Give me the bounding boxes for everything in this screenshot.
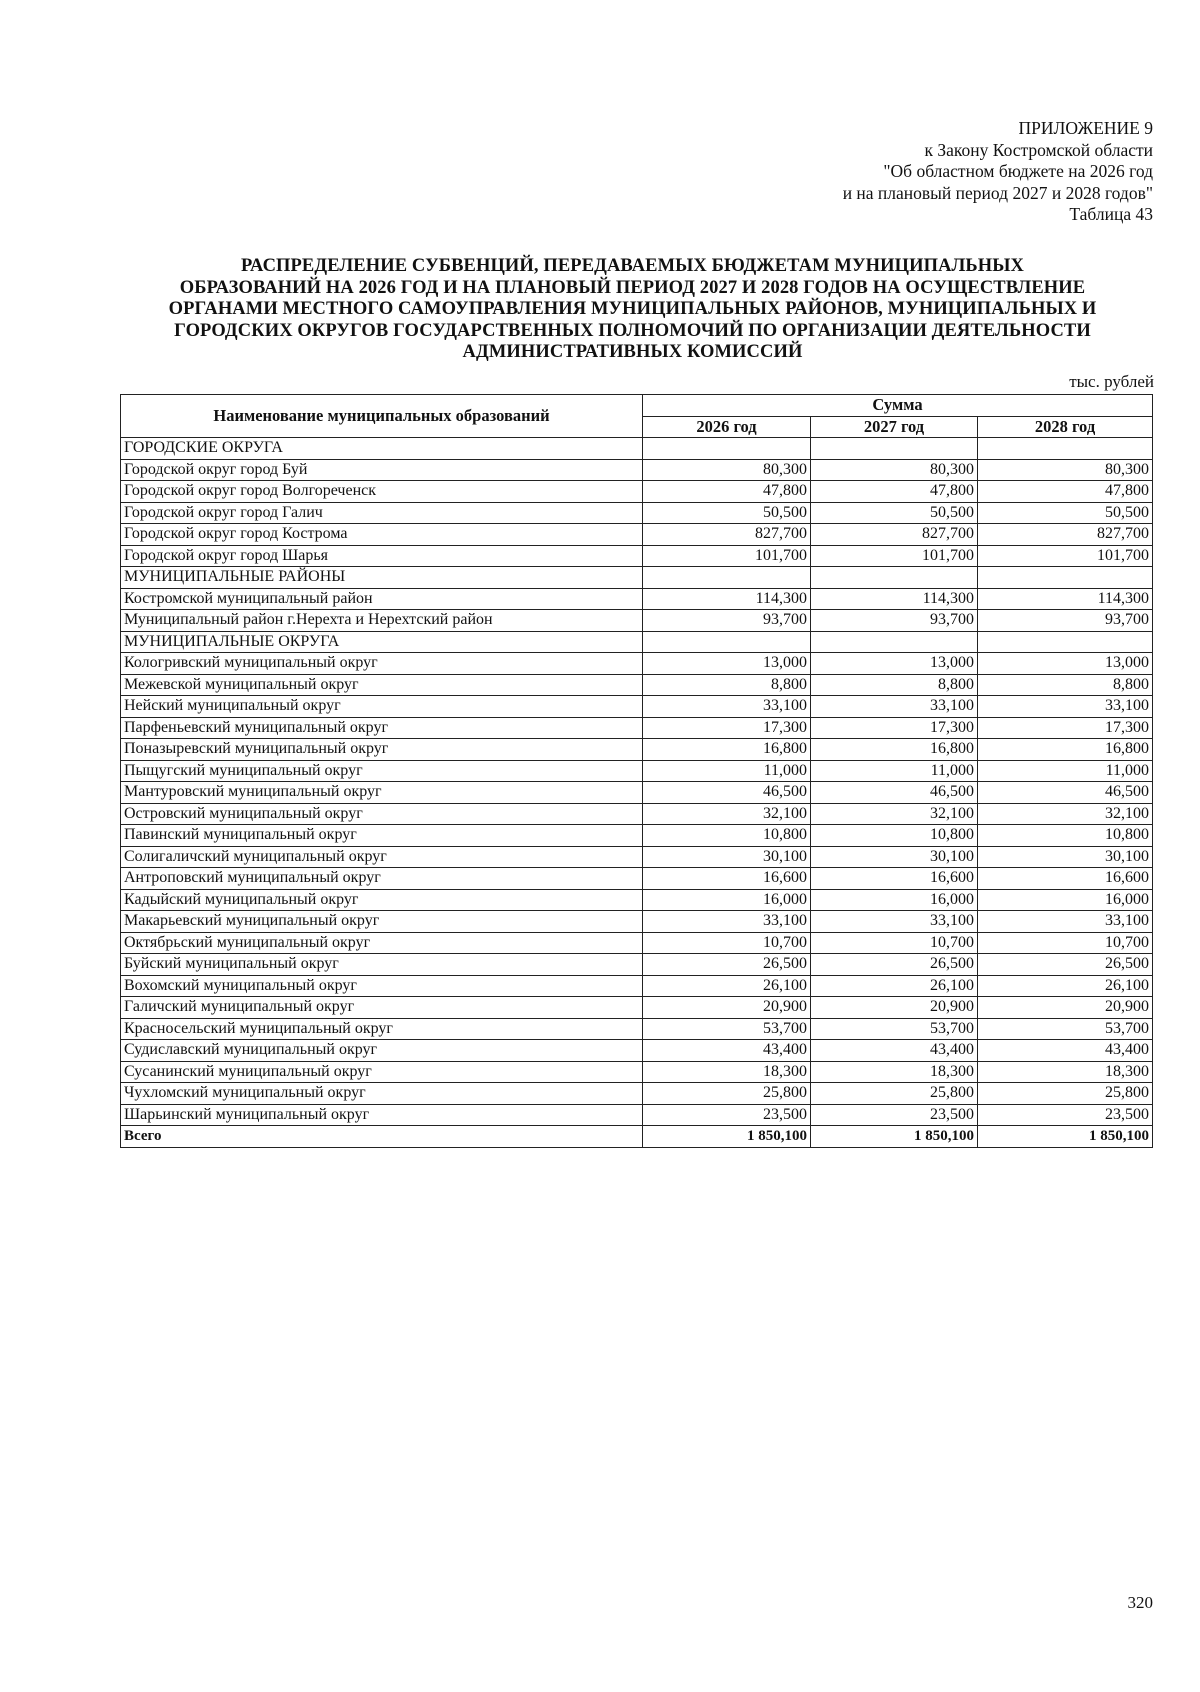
subvention-table bbox=[120, 394, 1153, 1148]
total-value-2026: 1 850,100 bbox=[643, 1126, 811, 1148]
row-value-2026: 30,100 bbox=[643, 846, 811, 868]
row-value-2026: 32,100 bbox=[643, 803, 811, 825]
table-row bbox=[121, 502, 1153, 524]
row-value-2027: 46,500 bbox=[811, 782, 978, 804]
law-reference-line3: и на плановый период 2027 и 2028 годов" bbox=[842, 182, 1153, 203]
row-value-2027: 43,400 bbox=[811, 1040, 978, 1062]
total-row bbox=[121, 1126, 1153, 1148]
row-value-2027: 30,100 bbox=[811, 846, 978, 868]
table-row bbox=[121, 975, 1153, 997]
row-value-2027: 10,800 bbox=[811, 825, 978, 847]
row-name: Городской округ город Галич bbox=[121, 502, 643, 524]
row-value-2028: 11,000 bbox=[978, 760, 1153, 782]
row-value-2028: 16,600 bbox=[978, 868, 1153, 890]
row-name: Сусанинский муниципальный округ bbox=[121, 1061, 643, 1083]
row-value-2027: 8,800 bbox=[811, 674, 978, 696]
row-name: МУНИЦИПАЛЬНЫЕ ОКРУГА bbox=[121, 631, 643, 653]
row-value-2026: 47,800 bbox=[643, 481, 811, 503]
table-row bbox=[121, 954, 1153, 976]
row-name: Поназыревский муниципальный округ bbox=[121, 739, 643, 761]
row-value-2028: 114,300 bbox=[978, 588, 1153, 610]
row-name: Пыщугский муниципальный округ bbox=[121, 760, 643, 782]
title-line2: ОБРАЗОВАНИЙ НА 2026 ГОД И НА ПЛАНОВЫЙ ПЕРИОД 2027 И 2028 ГОДОВ НА ОСУЩЕСТВЛЕНИЕ bbox=[179, 277, 1086, 298]
table-row bbox=[121, 653, 1153, 675]
total-value-2027: 1 850,100 bbox=[811, 1126, 978, 1148]
row-name: МУНИЦИПАЛЬНЫЕ РАЙОНЫ bbox=[121, 567, 643, 589]
row-value-2026: 16,800 bbox=[643, 739, 811, 761]
row-value-2028: 33,100 bbox=[978, 911, 1153, 933]
row-name: Городской округ город Шарья bbox=[121, 545, 643, 567]
row-value-2027: 53,700 bbox=[811, 1018, 978, 1040]
table-row bbox=[121, 1018, 1153, 1040]
row-value-2027 bbox=[811, 438, 978, 460]
table-row bbox=[121, 567, 1153, 589]
row-value-2028: 25,800 bbox=[978, 1083, 1153, 1105]
column-header-2028: 2028 год bbox=[978, 416, 1153, 438]
column-header-2026: 2026 год bbox=[643, 416, 811, 438]
table-row bbox=[121, 696, 1153, 718]
row-value-2026: 26,100 bbox=[643, 975, 811, 997]
row-value-2026: 8,800 bbox=[643, 674, 811, 696]
row-value-2027: 23,500 bbox=[811, 1104, 978, 1126]
row-value-2028 bbox=[978, 631, 1153, 653]
row-name: Городской округ город Буй bbox=[121, 459, 643, 481]
row-value-2028: 32,100 bbox=[978, 803, 1153, 825]
row-value-2027: 93,700 bbox=[811, 610, 978, 632]
row-name: Межевской муниципальный округ bbox=[121, 674, 643, 696]
row-value-2027: 47,800 bbox=[811, 481, 978, 503]
column-header-2027: 2027 год bbox=[811, 416, 978, 438]
row-value-2027: 114,300 bbox=[811, 588, 978, 610]
row-value-2028: 80,300 bbox=[978, 459, 1153, 481]
row-value-2027: 13,000 bbox=[811, 653, 978, 675]
row-name: Костромской муниципальный район bbox=[121, 588, 643, 610]
table-row bbox=[121, 1083, 1153, 1105]
row-name: Солигаличский муниципальный округ bbox=[121, 846, 643, 868]
row-value-2028: 16,000 bbox=[978, 889, 1153, 911]
row-value-2028: 23,500 bbox=[978, 1104, 1153, 1126]
row-value-2027: 20,900 bbox=[811, 997, 978, 1019]
row-value-2026: 26,500 bbox=[643, 954, 811, 976]
page-number: 320 bbox=[1127, 1593, 1153, 1612]
unit-label: тыс. рублей bbox=[1069, 372, 1154, 391]
row-value-2027: 17,300 bbox=[811, 717, 978, 739]
row-value-2027: 101,700 bbox=[811, 545, 978, 567]
row-value-2028 bbox=[978, 567, 1153, 589]
row-value-2027: 80,300 bbox=[811, 459, 978, 481]
row-name: Макарьевский муниципальный округ bbox=[121, 911, 643, 933]
table-body bbox=[121, 438, 1153, 1148]
row-value-2028: 827,700 bbox=[978, 524, 1153, 546]
table-row bbox=[121, 889, 1153, 911]
row-value-2028: 17,300 bbox=[978, 717, 1153, 739]
table-row bbox=[121, 739, 1153, 761]
row-name: Городской округ город Волгореченск bbox=[121, 481, 643, 503]
document-header bbox=[843, 118, 1153, 226]
table-row bbox=[121, 932, 1153, 954]
row-name: Чухломский муниципальный округ bbox=[121, 1083, 643, 1105]
row-name: Нейский муниципальный округ bbox=[121, 696, 643, 718]
row-value-2026: 50,500 bbox=[643, 502, 811, 524]
row-value-2026: 13,000 bbox=[643, 653, 811, 675]
table-row bbox=[121, 1104, 1153, 1126]
law-reference-line2: "Об областном бюджете на 2026 год bbox=[883, 161, 1153, 181]
row-value-2028: 8,800 bbox=[978, 674, 1153, 696]
table-number: Таблица 43 bbox=[1069, 204, 1153, 224]
column-header-name: Наименование муниципальных образований bbox=[121, 395, 643, 438]
row-value-2027: 16,800 bbox=[811, 739, 978, 761]
title-line4: ГОРОДСКИХ ОКРУГОВ ГОСУДАРСТВЕННЫХ ПОЛНОМОЧИЙ ПО ОРГАНИЗАЦИИ ДЕЯТЕЛЬНОСТИ bbox=[174, 320, 1091, 341]
table-row bbox=[121, 825, 1153, 847]
column-header-sum: Сумма bbox=[643, 395, 1153, 417]
row-value-2028: 26,500 bbox=[978, 954, 1153, 976]
row-value-2027: 18,300 bbox=[811, 1061, 978, 1083]
row-value-2028: 43,400 bbox=[978, 1040, 1153, 1062]
row-value-2027: 26,100 bbox=[811, 975, 978, 997]
row-value-2026: 16,000 bbox=[643, 889, 811, 911]
row-value-2026 bbox=[643, 567, 811, 589]
row-value-2026: 93,700 bbox=[643, 610, 811, 632]
row-value-2027: 827,700 bbox=[811, 524, 978, 546]
row-name: Кологривский муниципальный округ bbox=[121, 653, 643, 675]
row-value-2026: 10,800 bbox=[643, 825, 811, 847]
row-value-2026: 25,800 bbox=[643, 1083, 811, 1105]
row-value-2026: 53,700 bbox=[643, 1018, 811, 1040]
row-name: Октябрьский муниципальный округ bbox=[121, 932, 643, 954]
row-value-2026: 827,700 bbox=[643, 524, 811, 546]
row-value-2027 bbox=[811, 631, 978, 653]
table-row bbox=[121, 803, 1153, 825]
row-value-2028: 46,500 bbox=[978, 782, 1153, 804]
table-row bbox=[121, 631, 1153, 653]
row-value-2027: 16,000 bbox=[811, 889, 978, 911]
total-value-2028: 1 850,100 bbox=[978, 1126, 1153, 1148]
title-line5: АДМИНИСТРАТИВНЫХ КОМИССИЙ bbox=[462, 342, 803, 362]
row-value-2026 bbox=[643, 631, 811, 653]
table-header-row bbox=[121, 395, 1153, 417]
row-value-2028: 33,100 bbox=[978, 696, 1153, 718]
row-value-2026: 10,700 bbox=[643, 932, 811, 954]
row-value-2028: 47,800 bbox=[978, 481, 1153, 503]
table-row bbox=[121, 481, 1153, 503]
table-row bbox=[121, 545, 1153, 567]
table-row bbox=[121, 459, 1153, 481]
row-value-2026: 23,500 bbox=[643, 1104, 811, 1126]
table-row bbox=[121, 782, 1153, 804]
row-value-2026: 114,300 bbox=[643, 588, 811, 610]
table-row bbox=[121, 717, 1153, 739]
total-label: Всего bbox=[121, 1126, 643, 1148]
row-value-2026: 11,000 bbox=[643, 760, 811, 782]
row-value-2027: 11,000 bbox=[811, 760, 978, 782]
table-row bbox=[121, 438, 1153, 460]
row-name: Павинский муниципальный округ bbox=[121, 825, 643, 847]
row-value-2028: 10,700 bbox=[978, 932, 1153, 954]
row-name: Судиславский муниципальный округ bbox=[121, 1040, 643, 1062]
table-row bbox=[121, 588, 1153, 610]
row-value-2028: 50,500 bbox=[978, 502, 1153, 524]
row-value-2027 bbox=[811, 567, 978, 589]
row-value-2026 bbox=[643, 438, 811, 460]
row-value-2027: 50,500 bbox=[811, 502, 978, 524]
table-row bbox=[121, 868, 1153, 890]
row-value-2026: 46,500 bbox=[643, 782, 811, 804]
row-value-2026: 18,300 bbox=[643, 1061, 811, 1083]
row-value-2027: 26,500 bbox=[811, 954, 978, 976]
table-row bbox=[121, 610, 1153, 632]
row-value-2028: 16,800 bbox=[978, 739, 1153, 761]
row-name: Городской округ город Кострома bbox=[121, 524, 643, 546]
row-value-2026: 80,300 bbox=[643, 459, 811, 481]
row-value-2026: 33,100 bbox=[643, 911, 811, 933]
row-name: Муниципальный район г.Нерехта и Нерехтский район bbox=[121, 610, 643, 632]
row-value-2027: 33,100 bbox=[811, 696, 978, 718]
document-title bbox=[110, 256, 1155, 364]
row-value-2028: 93,700 bbox=[978, 610, 1153, 632]
row-value-2027: 33,100 bbox=[811, 911, 978, 933]
table-row bbox=[121, 846, 1153, 868]
table-row bbox=[121, 674, 1153, 696]
table-row bbox=[121, 524, 1153, 546]
row-name: Вохомский муниципальный округ bbox=[121, 975, 643, 997]
table-row bbox=[121, 1061, 1153, 1083]
row-value-2028: 18,300 bbox=[978, 1061, 1153, 1083]
row-name: Парфеньевский муниципальный округ bbox=[121, 717, 643, 739]
table-row bbox=[121, 1040, 1153, 1062]
row-value-2026: 16,600 bbox=[643, 868, 811, 890]
table-row bbox=[121, 911, 1153, 933]
table-row bbox=[121, 997, 1153, 1019]
row-name: Шарьинский муниципальный округ bbox=[121, 1104, 643, 1126]
row-name: Островский муниципальный округ bbox=[121, 803, 643, 825]
row-value-2028: 13,000 bbox=[978, 653, 1153, 675]
row-value-2028: 20,900 bbox=[978, 997, 1153, 1019]
row-name: Галичский муниципальный округ bbox=[121, 997, 643, 1019]
row-value-2028: 26,100 bbox=[978, 975, 1153, 997]
row-value-2028: 53,700 bbox=[978, 1018, 1153, 1040]
table-row bbox=[121, 760, 1153, 782]
law-reference-line1: к Закону Костромской области bbox=[924, 139, 1153, 160]
row-name: Красносельский муниципальный округ bbox=[121, 1018, 643, 1040]
row-value-2027: 16,600 bbox=[811, 868, 978, 890]
row-name: Кадыйский муниципальный округ bbox=[121, 889, 643, 911]
row-value-2026: 43,400 bbox=[643, 1040, 811, 1062]
row-name: ГОРОДСКИЕ ОКРУГА bbox=[121, 438, 643, 460]
row-name: Антроповский муниципальный округ bbox=[121, 868, 643, 890]
row-value-2026: 17,300 bbox=[643, 717, 811, 739]
row-value-2027: 10,700 bbox=[811, 932, 978, 954]
row-name: Буйский муниципальный округ bbox=[121, 954, 643, 976]
row-name: Мантуровский муниципальный округ bbox=[121, 782, 643, 804]
row-value-2026: 20,900 bbox=[643, 997, 811, 1019]
row-value-2027: 32,100 bbox=[811, 803, 978, 825]
title-line3: ОРГАНАМИ МЕСТНОГО САМОУПРАВЛЕНИЯ МУНИЦИПАЛЬНЫХ РАЙОНОВ, МУНИЦИПАЛЬНЫХ И bbox=[168, 299, 1097, 319]
row-value-2027: 25,800 bbox=[811, 1083, 978, 1105]
row-value-2028: 10,800 bbox=[978, 825, 1153, 847]
row-value-2028: 101,700 bbox=[978, 545, 1153, 567]
row-value-2026: 33,100 bbox=[643, 696, 811, 718]
row-value-2028: 30,100 bbox=[978, 846, 1153, 868]
row-value-2026: 101,700 bbox=[643, 545, 811, 567]
annex-label: ПРИЛОЖЕНИЕ 9 bbox=[1018, 118, 1153, 138]
row-value-2028 bbox=[978, 438, 1153, 460]
title-line1: РАСПРЕДЕЛЕНИЕ СУБВЕНЦИЙ, ПЕРЕДАВАЕМЫХ БЮДЖЕТАМ МУНИЦИПАЛЬНЫХ bbox=[241, 256, 1024, 276]
